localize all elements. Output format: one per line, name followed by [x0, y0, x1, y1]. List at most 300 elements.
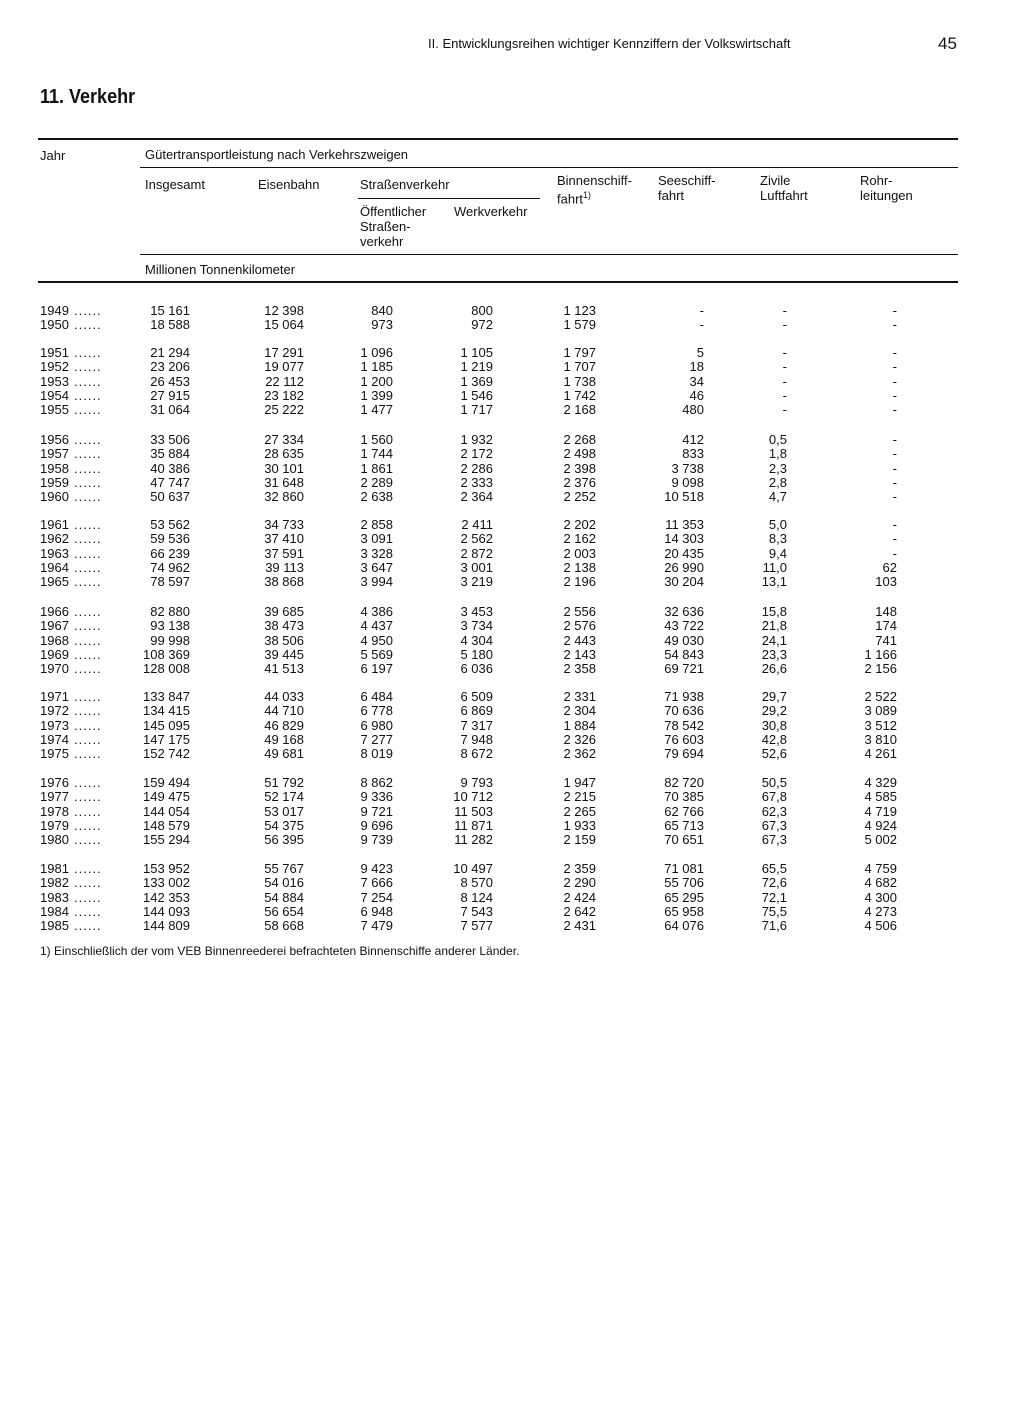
cell-year: 1982	[40, 875, 69, 891]
cell-binnenschifffahrt: 1 797	[563, 345, 596, 360]
cell-oeffentlich: 6 197	[360, 661, 393, 677]
table-row	[0, 733, 1024, 747]
leader-dots: ......	[74, 359, 102, 375]
cell-insgesamt: 134 415	[143, 703, 190, 719]
cell-rohrleitungen: 62	[882, 559, 897, 575]
cell-binnenschifffahrt: 2 424	[563, 889, 596, 905]
table-row	[0, 462, 1024, 476]
cell-year: 1973	[40, 717, 69, 733]
cell-binnenschifffahrt: 2 642	[563, 903, 596, 919]
cell-rohrleitungen: -	[892, 387, 897, 403]
cell-eisenbahn: 54 884	[264, 889, 304, 905]
cell-binnenschifffahrt: 2 168	[563, 402, 596, 418]
cell-binnenschifffahrt: 2 268	[563, 432, 596, 447]
section-title: 11. Verkehr	[40, 86, 136, 108]
cell-rohrleitungen: -	[892, 446, 897, 462]
cell-rohrleitungen: -	[892, 517, 897, 532]
cell-rohrleitungen: 5 002	[864, 832, 897, 848]
cell-binnenschifffahrt: 2 290	[563, 875, 596, 891]
cell-werkverkehr: 1 219	[460, 359, 493, 375]
leader-dots: ......	[74, 903, 102, 919]
cell-rohrleitungen: 4 506	[864, 918, 897, 934]
table-row	[0, 891, 1024, 905]
cell-luftfahrt: 24,1	[761, 632, 787, 648]
cell-oeffentlich: 3 647	[360, 559, 393, 575]
leader-dots: ......	[74, 717, 102, 733]
col-see-line2: fahrt	[658, 188, 685, 203]
cell-rohrleitungen: 4 924	[864, 817, 897, 833]
cell-rohrleitungen: 4 585	[864, 789, 897, 805]
cell-luftfahrt: 42,8	[761, 731, 787, 747]
cell-luftfahrt: 30,8	[761, 717, 787, 733]
cell-binnenschifffahrt: 2 215	[563, 789, 596, 805]
cell-rohrleitungen: 3 089	[864, 703, 897, 719]
cell-seeschifffahrt: 14 303	[664, 531, 704, 547]
cell-eisenbahn: 54 016	[264, 875, 304, 891]
cell-luftfahrt: -	[782, 402, 787, 418]
cell-insgesamt: 133 002	[143, 875, 190, 891]
cell-rohrleitungen: 174	[875, 618, 897, 634]
leader-dots: ......	[74, 661, 102, 677]
col-rohrleitungen-header	[860, 173, 913, 203]
cell-oeffentlich: 9 696	[360, 817, 393, 833]
cell-rohrleitungen: 4 719	[864, 803, 897, 819]
cell-insgesamt: 144 809	[143, 918, 190, 934]
cell-rohrleitungen: 2 522	[864, 689, 897, 704]
cell-binnenschifffahrt: 1 707	[563, 359, 596, 375]
cell-werkverkehr: 1 932	[460, 432, 493, 447]
leader-dots: ......	[74, 889, 102, 905]
cell-rohrleitungen: 4 682	[864, 875, 897, 891]
cell-insgesamt: 93 138	[150, 618, 190, 634]
table-row	[0, 433, 1024, 447]
cell-rohrleitungen: 4 329	[864, 775, 897, 790]
cell-oeffentlich: 3 994	[360, 574, 393, 590]
cell-year: 1977	[40, 789, 69, 805]
cell-seeschifffahrt: 70 651	[664, 832, 704, 848]
table-row	[0, 518, 1024, 532]
cell-insgesamt: 74 962	[150, 559, 190, 575]
cell-luftfahrt: 62,3	[761, 803, 787, 819]
table-row	[0, 547, 1024, 561]
cell-insgesamt: 144 054	[143, 803, 190, 819]
cell-luftfahrt: 8,3	[768, 531, 787, 547]
leader-dots: ......	[74, 345, 102, 360]
cell-seeschifffahrt: 43 722	[664, 618, 704, 634]
cell-year: 1963	[40, 545, 69, 561]
table-top-rule	[38, 138, 958, 140]
cell-rohrleitungen: -	[892, 345, 897, 360]
leader-dots: ......	[74, 303, 102, 318]
cell-year: 1962	[40, 531, 69, 547]
cell-werkverkehr: 11 503	[454, 803, 493, 819]
cell-binnenschifffahrt: 1 742	[563, 387, 596, 403]
cell-eisenbahn: 56 654	[264, 903, 304, 919]
cell-insgesamt: 155 294	[143, 832, 190, 848]
group-header: Gütertransportleistung nach Verkehrszweigen	[145, 147, 409, 162]
cell-insgesamt: 78 597	[150, 574, 190, 590]
cell-werkverkehr: 1 717	[460, 402, 493, 418]
leader-dots: ......	[74, 875, 102, 891]
leader-dots: ......	[74, 832, 102, 848]
table-row	[0, 403, 1024, 417]
cell-luftfahrt: 65,5	[761, 861, 787, 876]
cell-seeschifffahrt: 32 636	[664, 604, 704, 619]
leader-dots: ......	[74, 803, 102, 819]
cell-seeschifffahrt: 69 721	[664, 661, 704, 677]
cell-year: 1972	[40, 703, 69, 719]
cell-eisenbahn: 17 291	[264, 345, 304, 360]
cell-seeschifffahrt: 55 706	[664, 875, 704, 891]
cell-binnenschifffahrt: 2 576	[563, 618, 596, 634]
table-row	[0, 304, 1024, 318]
leader-dots: ......	[74, 817, 102, 833]
col-insgesamt-header: Insgesamt	[145, 177, 205, 192]
cell-insgesamt: 50 637	[150, 489, 190, 505]
cell-year: 1965	[40, 574, 69, 590]
cell-eisenbahn: 38 473	[264, 618, 304, 634]
leader-dots: ......	[74, 689, 102, 704]
cell-insgesamt: 147 175	[143, 731, 190, 747]
cell-eisenbahn: 44 033	[264, 689, 304, 704]
cell-rohrleitungen: -	[892, 474, 897, 490]
cell-werkverkehr: 9 793	[460, 775, 493, 790]
cell-eisenbahn: 37 591	[264, 545, 304, 561]
cell-year: 1959	[40, 474, 69, 490]
cell-binnenschifffahrt: 2 265	[563, 803, 596, 819]
cell-werkverkehr: 6 036	[460, 661, 493, 677]
cell-binnenschifffahrt: 2 362	[563, 746, 596, 762]
cell-insgesamt: 40 386	[150, 460, 190, 476]
table-row	[0, 476, 1024, 490]
cell-rohrleitungen: 2 156	[864, 661, 897, 677]
leader-dots: ......	[74, 775, 102, 790]
cell-oeffentlich: 6 948	[360, 903, 393, 919]
cell-oeffentlich: 7 277	[360, 731, 393, 747]
cell-werkverkehr: 2 872	[460, 545, 493, 561]
cell-luftfahrt: 4,7	[768, 489, 787, 505]
cell-year: 1974	[40, 731, 69, 747]
cell-insgesamt: 133 847	[143, 689, 190, 704]
cell-oeffentlich: 6 980	[360, 717, 393, 733]
cell-oeffentlich: 1 096	[360, 345, 393, 360]
table-row	[0, 719, 1024, 733]
cell-eisenbahn: 52 174	[264, 789, 304, 805]
cell-year: 1984	[40, 903, 69, 919]
cell-insgesamt: 33 506	[150, 432, 190, 447]
cell-rohrleitungen: -	[892, 531, 897, 547]
leader-dots: ......	[74, 387, 102, 403]
cell-oeffentlich: 9 423	[360, 861, 393, 876]
cell-year: 1978	[40, 803, 69, 819]
cell-year: 1956	[40, 432, 69, 447]
strassenverkehr-rule	[358, 198, 540, 199]
cell-seeschifffahrt: 46	[689, 387, 704, 403]
cell-seeschifffahrt: 833	[682, 446, 704, 462]
table-row	[0, 704, 1024, 718]
col-luftfahrt-header	[760, 173, 808, 203]
cell-rohrleitungen: 4 300	[864, 889, 897, 905]
leader-dots: ......	[74, 789, 102, 805]
cell-luftfahrt: -	[782, 387, 787, 403]
table-row	[0, 819, 1024, 833]
cell-seeschifffahrt: 3 738	[671, 460, 704, 476]
cell-insgesamt: 145 095	[143, 717, 190, 733]
cell-werkverkehr: 6 869	[460, 703, 493, 719]
cell-year: 1949	[40, 303, 69, 318]
cell-werkverkehr: 8 570	[460, 875, 493, 891]
cell-seeschifffahrt: 412	[682, 432, 704, 447]
leader-dots: ......	[74, 632, 102, 648]
cell-rohrleitungen: -	[892, 545, 897, 561]
cell-luftfahrt: 71,6	[761, 918, 787, 934]
table-row	[0, 862, 1024, 876]
cell-eisenbahn: 51 792	[264, 775, 304, 790]
cell-binnenschifffahrt: 2 376	[563, 474, 596, 490]
cell-werkverkehr: 2 333	[460, 474, 493, 490]
cell-luftfahrt: 50,5	[761, 775, 787, 790]
cell-werkverkehr: 3 001	[460, 559, 493, 575]
cell-rohrleitungen: 103	[875, 574, 897, 590]
cell-luftfahrt: 11,0	[762, 559, 787, 575]
cell-insgesamt: 142 353	[143, 889, 190, 905]
unit-rule	[38, 281, 958, 283]
cell-luftfahrt: -	[782, 373, 787, 389]
cell-seeschifffahrt: 26 990	[664, 559, 704, 575]
unit-label: Millionen Tonnenkilometer	[145, 262, 296, 277]
cell-seeschifffahrt: 64 076	[664, 918, 704, 934]
cell-werkverkehr: 6 509	[460, 689, 493, 704]
cell-year: 1951	[40, 345, 69, 360]
cell-year: 1967	[40, 618, 69, 634]
cell-oeffentlich: 4 950	[360, 632, 393, 648]
cell-eisenbahn: 15 064	[264, 317, 304, 333]
cell-insgesamt: 108 369	[143, 646, 190, 662]
cell-werkverkehr: 1 105	[460, 345, 493, 360]
leader-dots: ......	[74, 517, 102, 532]
cell-oeffentlich: 1 861	[360, 460, 393, 476]
cell-luftfahrt: 23,3	[761, 646, 787, 662]
col-strassenverkehr-header: Straßenverkehr	[360, 177, 450, 192]
col-rohr-line2: leitungen	[860, 188, 913, 203]
table-row	[0, 662, 1024, 676]
cell-luftfahrt: 75,5	[761, 903, 787, 919]
leader-dots: ......	[74, 373, 102, 389]
cell-luftfahrt: 26,6	[761, 661, 787, 677]
cell-oeffentlich: 1 399	[360, 387, 393, 403]
cell-oeffentlich: 9 336	[360, 789, 393, 805]
cell-werkverkehr: 2 562	[460, 531, 493, 547]
leader-dots: ......	[74, 861, 102, 876]
cell-binnenschifffahrt: 2 202	[563, 517, 596, 532]
cell-insgesamt: 47 747	[150, 474, 190, 490]
cell-eisenbahn: 54 375	[264, 817, 304, 833]
cell-eisenbahn: 41 513	[264, 661, 304, 677]
cell-werkverkehr: 10 497	[453, 861, 493, 876]
cell-seeschifffahrt: 78 542	[664, 717, 704, 733]
cell-seeschifffahrt: -	[699, 317, 704, 333]
leader-dots: ......	[74, 918, 102, 934]
cell-eisenbahn: 31 648	[264, 474, 304, 490]
cell-seeschifffahrt: 10 518	[664, 489, 704, 505]
table-row	[0, 805, 1024, 819]
cell-insgesamt: 18 588	[150, 317, 190, 333]
running-title: II. Entwicklungsreihen wichtiger Kennziffern der Volkswirtschaft	[428, 36, 791, 51]
leader-dots: ......	[74, 545, 102, 561]
cell-insgesamt: 35 884	[150, 446, 190, 462]
cell-seeschifffahrt: 30 204	[664, 574, 704, 590]
table-row	[0, 346, 1024, 360]
cell-eisenbahn: 22 112	[265, 373, 304, 389]
cell-eisenbahn: 34 733	[264, 517, 304, 532]
cell-oeffentlich: 7 254	[360, 889, 393, 905]
cell-oeffentlich: 4 437	[360, 618, 393, 634]
table-row	[0, 648, 1024, 662]
cell-luftfahrt: 1,8	[768, 446, 787, 462]
cell-eisenbahn: 55 767	[264, 861, 304, 876]
cell-luftfahrt: 67,3	[761, 832, 787, 848]
cell-oeffentlich: 5 569	[360, 646, 393, 662]
cell-werkverkehr: 7 317	[460, 717, 493, 733]
cell-binnenschifffahrt: 2 326	[563, 731, 596, 747]
cell-oeffentlich: 1 185	[360, 359, 393, 375]
group-header-rule	[140, 167, 958, 168]
leader-dots: ......	[74, 604, 102, 619]
table-row	[0, 318, 1024, 332]
cell-binnenschifffahrt: 2 359	[563, 861, 596, 876]
cell-oeffentlich: 2 289	[360, 474, 393, 490]
cell-year: 1957	[40, 446, 69, 462]
cell-year: 1953	[40, 373, 69, 389]
cell-insgesamt: 159 494	[143, 775, 190, 790]
cell-werkverkehr: 10 712	[453, 789, 493, 805]
leader-dots: ......	[74, 618, 102, 634]
col-year-header: Jahr	[40, 148, 66, 163]
leader-dots: ......	[74, 460, 102, 476]
cell-eisenbahn: 19 077	[264, 359, 304, 375]
footnote: 1) Einschließlich der vom VEB Binnenreederei befrachteten Binnenschiffe anderer Länder.	[40, 944, 520, 958]
cell-binnenschifffahrt: 1 884	[563, 717, 596, 733]
cell-seeschifffahrt: 71 081	[664, 861, 704, 876]
cell-year: 1970	[40, 661, 69, 677]
cell-insgesamt: 99 998	[150, 632, 190, 648]
cell-year: 1952	[40, 359, 69, 375]
cell-eisenbahn: 39 685	[264, 604, 304, 619]
cell-year: 1958	[40, 460, 69, 476]
cell-seeschifffahrt: 65 713	[664, 817, 704, 833]
col-seeschifffahrt-header	[658, 173, 716, 203]
page-number: 45	[938, 34, 957, 53]
cell-oeffentlich: 1 744	[360, 446, 393, 462]
cell-luftfahrt: 2,3	[768, 460, 787, 476]
cell-year: 1964	[40, 559, 69, 575]
cell-insgesamt: 144 093	[143, 903, 190, 919]
cell-werkverkehr: 2 411	[461, 517, 493, 532]
cell-year: 1976	[40, 775, 69, 790]
cell-werkverkehr: 2 172	[460, 446, 493, 462]
cell-binnenschifffahrt: 2 398	[563, 460, 596, 476]
leader-dots: ......	[74, 432, 102, 447]
col-rohr-line1: Rohr-	[860, 173, 893, 188]
leader-dots: ......	[74, 559, 102, 575]
cell-seeschifffahrt: 79 694	[664, 746, 704, 762]
cell-seeschifffahrt: 54 843	[664, 646, 704, 662]
cell-binnenschifffahrt: 2 003	[563, 545, 596, 561]
cell-seeschifffahrt: 18	[689, 359, 704, 375]
table-row	[0, 360, 1024, 374]
cell-oeffentlich: 973	[371, 317, 393, 333]
cell-werkverkehr: 8 124	[460, 889, 493, 905]
cell-insgesamt: 23 206	[150, 359, 190, 375]
cell-luftfahrt: 15,8	[761, 604, 787, 619]
cell-luftfahrt: -	[782, 345, 787, 360]
cell-seeschifffahrt: 76 603	[664, 731, 704, 747]
cell-year: 1954	[40, 387, 69, 403]
col-see-line1: Seeschiff-	[658, 173, 716, 188]
cell-year: 1969	[40, 646, 69, 662]
table-row	[0, 833, 1024, 847]
leader-dots: ......	[74, 474, 102, 490]
table-row	[0, 690, 1024, 704]
col-binnen-line1: Binnenschiff-	[557, 173, 632, 188]
cell-werkverkehr: 1 546	[460, 387, 493, 403]
cell-eisenbahn: 49 168	[264, 731, 304, 747]
cell-werkverkehr: 2 286	[460, 460, 493, 476]
cell-rohrleitungen: -	[892, 317, 897, 333]
cell-rohrleitungen: 4 759	[864, 861, 897, 876]
cell-year: 1981	[40, 861, 69, 876]
cell-insgesamt: 82 880	[150, 604, 190, 619]
cell-oeffentlich: 3 091	[360, 531, 393, 547]
cell-insgesamt: 152 742	[143, 746, 190, 762]
cell-luftfahrt: 67,8	[761, 789, 787, 805]
col-oeffentlich-line3: verkehr	[360, 234, 404, 249]
cell-rohrleitungen: -	[892, 359, 897, 375]
cell-eisenbahn: 39 445	[264, 646, 304, 662]
cell-oeffentlich: 840	[371, 303, 393, 318]
table-row	[0, 490, 1024, 504]
leader-dots: ......	[74, 402, 102, 418]
cell-insgesamt: 53 562	[150, 517, 190, 532]
cell-eisenbahn: 23 182	[264, 387, 304, 403]
cell-year: 1985	[40, 918, 69, 934]
cell-insgesamt: 21 294	[150, 345, 190, 360]
cell-rohrleitungen: 4 273	[864, 903, 897, 919]
cell-oeffentlich: 4 386	[360, 604, 393, 619]
cell-eisenbahn: 30 101	[264, 460, 304, 476]
table-row	[0, 876, 1024, 890]
cell-rohrleitungen: -	[892, 373, 897, 389]
cell-year: 1950	[40, 317, 69, 333]
cell-insgesamt: 15 161	[150, 303, 190, 318]
col-luft-line2: Luftfahrt	[760, 188, 808, 203]
cell-insgesamt: 128 008	[143, 661, 190, 677]
table-row	[0, 790, 1024, 804]
cell-oeffentlich: 7 479	[360, 918, 393, 934]
cell-insgesamt: 26 453	[150, 373, 190, 389]
footnote-marker: 1)	[583, 190, 592, 200]
cell-year: 1971	[40, 689, 69, 704]
cell-oeffentlich: 8 019	[360, 746, 393, 762]
col-binnen-line2: fahrt	[557, 191, 584, 207]
cell-binnenschifffahrt: 2 443	[563, 632, 596, 648]
cell-luftfahrt: 29,2	[761, 703, 787, 719]
cell-rohrleitungen: 4 261	[864, 746, 897, 762]
cell-luftfahrt: 52,6	[761, 746, 787, 762]
cell-oeffentlich: 3 328	[360, 545, 393, 561]
cell-rohrleitungen: -	[892, 303, 897, 318]
cell-werkverkehr: 1 369	[460, 373, 493, 389]
